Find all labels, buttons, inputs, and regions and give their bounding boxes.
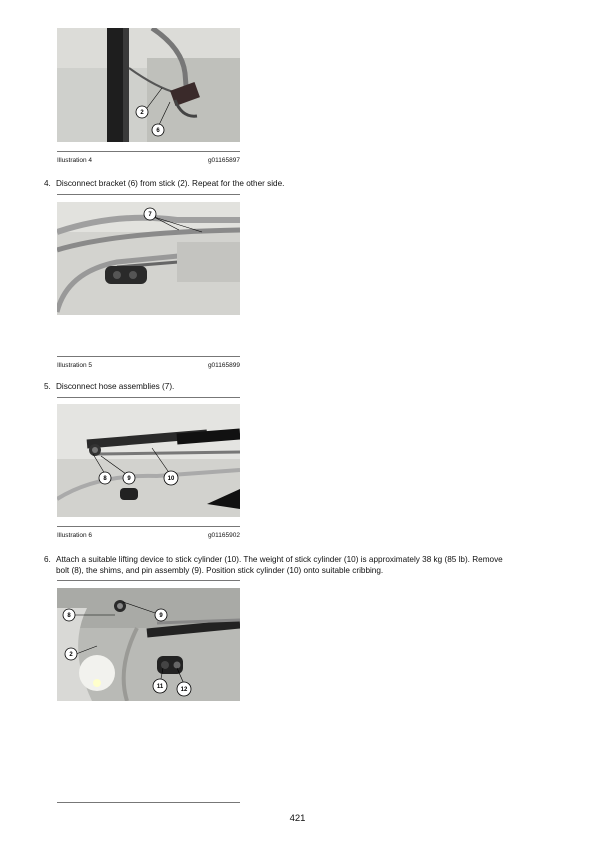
callout-9 bbox=[155, 609, 167, 621]
illustration-5-label: Illustration 5 bbox=[57, 362, 93, 369]
illustration-6-photo bbox=[57, 404, 240, 517]
step-4-text: Disconnect bracket (6) from stick (2). Repeat for the other side. bbox=[56, 179, 285, 188]
svg-text:7: 7 bbox=[148, 212, 152, 218]
illustration-4-code: g01165897 bbox=[207, 157, 240, 164]
illustration-5-caption bbox=[57, 362, 240, 369]
illustration-5-photo bbox=[57, 202, 240, 315]
step-5-number: 5. bbox=[44, 382, 51, 391]
callout-7 bbox=[144, 208, 156, 220]
svg-text:2: 2 bbox=[140, 110, 144, 116]
page-number: 421 bbox=[289, 813, 306, 824]
callout-8 bbox=[99, 472, 111, 484]
callout-2 bbox=[65, 648, 77, 660]
svg-text:11: 11 bbox=[156, 684, 164, 690]
step-5 bbox=[44, 381, 564, 392]
step-5-text: Disconnect hose assemblies (7). bbox=[56, 382, 175, 391]
illustration-5-rule bbox=[57, 356, 240, 357]
illustration-4-label: Illustration 4 bbox=[57, 157, 93, 164]
step-4-rule bbox=[57, 194, 240, 195]
illustration-4-caption bbox=[57, 157, 240, 164]
step-6-text-line2: bolt (8), the shims, and pin assembly (9). Position stick cylinder (10) onto suitable cribbing. bbox=[56, 566, 384, 575]
svg-text:9: 9 bbox=[159, 613, 163, 619]
svg-text:6: 6 bbox=[156, 128, 160, 134]
callout-2 bbox=[136, 106, 148, 118]
callout-11 bbox=[153, 679, 167, 693]
callout-9 bbox=[123, 472, 135, 484]
step-5-rule bbox=[57, 397, 240, 398]
illustration-4-rule bbox=[57, 151, 240, 152]
step-4-number: 4. bbox=[44, 179, 51, 188]
illustration-7-photo bbox=[57, 588, 240, 701]
illustration-6-code: g01165902 bbox=[207, 532, 240, 539]
illustration-5-code: g01165899 bbox=[207, 362, 240, 369]
callout-12 bbox=[177, 682, 191, 696]
svg-text:10: 10 bbox=[167, 476, 175, 482]
step-6-text-line1: Attach a suitable lifting device to stick cylinder (10). The weight of stick cylinder (10) is approximately 38 kg (85 lb). Remove bbox=[56, 555, 503, 564]
svg-text:8: 8 bbox=[103, 476, 107, 482]
svg-text:9: 9 bbox=[127, 476, 131, 482]
svg-text:2: 2 bbox=[69, 652, 73, 658]
illustration-4-photo bbox=[57, 28, 240, 142]
step-6-number: 6. bbox=[44, 555, 51, 564]
callout-6 bbox=[152, 124, 164, 136]
illustration-6-label: Illustration 6 bbox=[57, 532, 93, 539]
step-4 bbox=[44, 178, 564, 189]
callout-8 bbox=[63, 609, 75, 621]
svg-text:8: 8 bbox=[67, 613, 71, 619]
svg-text:12: 12 bbox=[180, 687, 188, 693]
illustration-6-rule bbox=[57, 526, 240, 527]
bottom-rule bbox=[57, 802, 240, 803]
step-6-rule bbox=[57, 580, 240, 581]
callout-10 bbox=[164, 471, 178, 485]
step-6 bbox=[44, 554, 564, 576]
illustration-6-caption bbox=[57, 532, 240, 539]
